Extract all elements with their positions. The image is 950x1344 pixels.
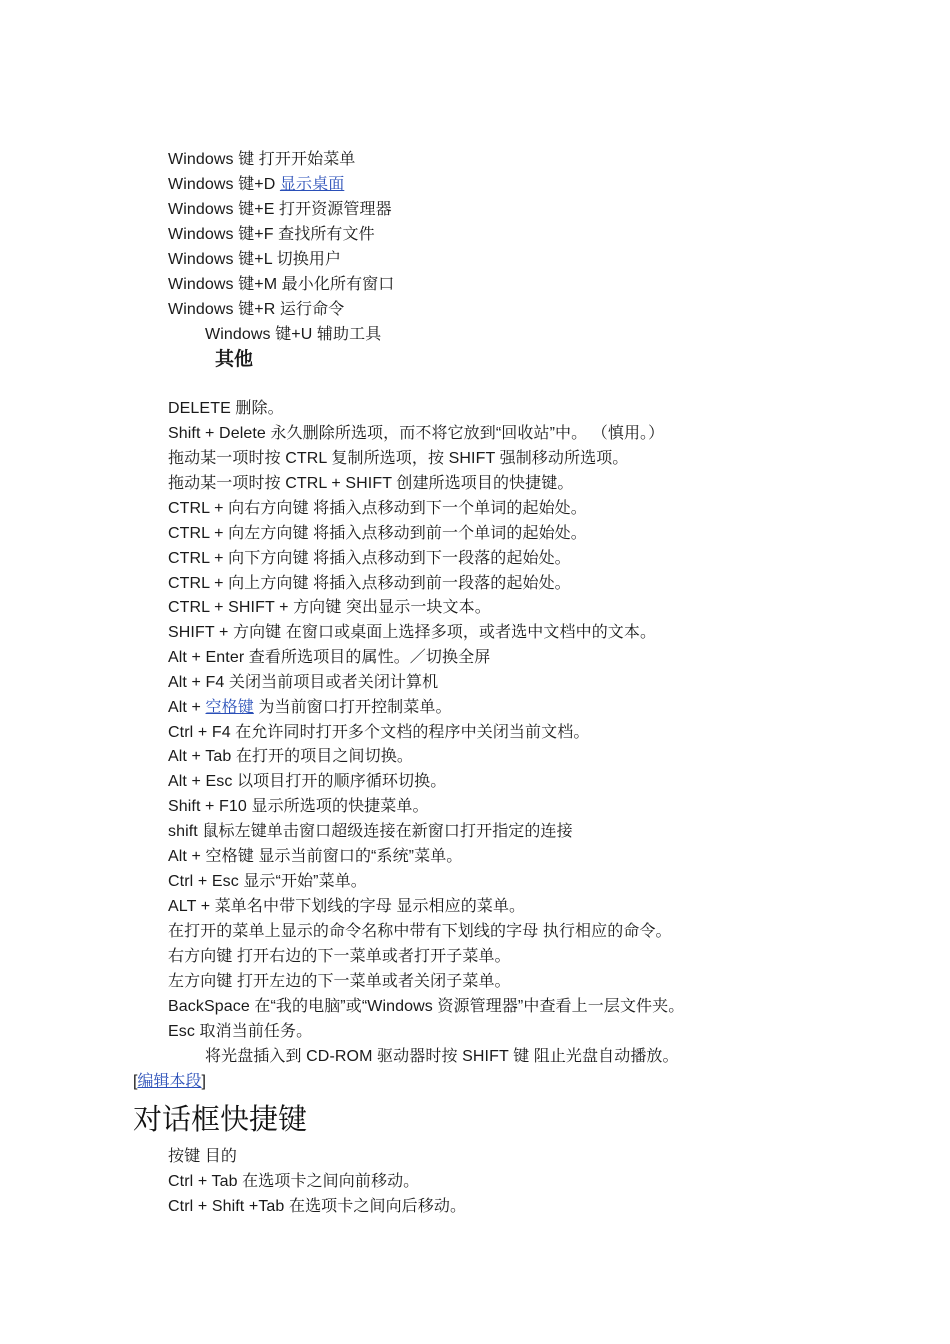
shortcut-line: shift 鼠标左键单击窗口超级连接在新窗口打开指定的连接	[168, 823, 573, 840]
other-heading: 其他	[215, 349, 254, 370]
shortcut-line: 左方向键 打开左边的下一菜单或者关闭子菜单。	[168, 973, 511, 990]
shortcut-key: Alt +	[168, 699, 206, 716]
shortcut-line: Windows 键+R 运行命令	[168, 301, 345, 318]
shortcut-line: DELETE 删除。	[168, 400, 284, 417]
shortcut-line: CTRL + SHIFT + 方向键 突出显示一块文本。	[168, 599, 491, 616]
shortcut-line: CTRL + 向下方向键 将插入点移动到下一段落的起始处。	[168, 550, 571, 567]
shortcut-line: 按键 目的	[168, 1148, 237, 1165]
shortcut-line: 拖动某一项时按 CTRL + SHIFT 创建所选项目的快捷键。	[168, 475, 574, 492]
section-title: 对话框快捷键	[133, 1104, 308, 1136]
shortcut-line: SHIFT + 方向键 在窗口或桌面上选择多项，或者选中文档中的文本。	[168, 624, 657, 641]
shortcut-key: Windows 键+D	[168, 176, 280, 193]
shortcut-line: CTRL + 向右方向键 将插入点移动到下一个单词的起始处。	[168, 500, 587, 517]
shortcut-line: Ctrl + Esc 显示“开始”菜单。	[168, 873, 367, 890]
shortcut-line: Shift + Delete 永久删除所选项，而不将它放到“回收站”中。 （慎用。）	[168, 425, 665, 442]
shortcut-line: Esc 取消当前任务。	[168, 1023, 313, 1040]
shortcut-line: Alt + Enter 查看所选项目的属性。／切换全屏	[168, 649, 491, 666]
shortcut-line: Alt + Tab 在打开的项目之间切换。	[168, 748, 413, 765]
shortcut-line: Shift + F10 显示所选项的快捷菜单。	[168, 798, 429, 815]
shortcut-line: Windows 键+F 查找所有文件	[168, 226, 375, 243]
shortcut-line: Windows 键 打开开始菜单	[168, 151, 356, 168]
edit-section-link[interactable]: 编辑本段	[137, 1073, 202, 1090]
shortcut-line: CTRL + 向上方向键 将插入点移动到前一段落的起始处。	[168, 575, 571, 592]
bracket-open: [	[133, 1073, 138, 1090]
shortcut-line: Alt + 空格键 显示当前窗口的“系统”菜单。	[168, 848, 463, 865]
shortcut-line	[168, 697, 452, 719]
shortcut-line: 在打开的菜单上显示的命令名称中带有下划线的字母 执行相应的命令。	[168, 923, 672, 940]
shortcut-line	[168, 174, 344, 196]
shortcut-description: 为当前窗口打开控制菜单。	[253, 699, 452, 716]
shortcut-line: Ctrl + Shift +Tab 在选项卡之间向后移动。	[168, 1198, 467, 1215]
bracket-close: ]	[201, 1073, 206, 1090]
shortcut-line: ALT + 菜单名中带下划线的字母 显示相应的菜单。	[168, 898, 526, 915]
shortcut-line: Alt + F4 关闭当前项目或者关闭计算机	[168, 674, 439, 691]
shortcut-line: Windows 键+L 切换用户	[168, 251, 342, 268]
shortcut-line: Alt + Esc 以项目打开的顺序循环切换。	[168, 773, 447, 790]
shortcut-line: Ctrl + F4 在允许同时打开多个文档的程序中关闭当前文档。	[168, 724, 590, 741]
shortcut-line: Windows 键+E 打开资源管理器	[168, 201, 392, 218]
shortcut-line: 将光盘插入到 CD-ROM 驱动器时按 SHIFT 键 阻止光盘自动播放。	[205, 1048, 679, 1065]
shortcut-line: Ctrl + Tab 在选项卡之间向前移动。	[168, 1173, 420, 1190]
space-key-link[interactable]: 空格键	[205, 699, 254, 716]
shortcut-line: 右方向键 打开右边的下一菜单或者打开子菜单。	[168, 948, 511, 965]
shortcut-line: Windows 键+M 最小化所有窗口	[168, 276, 395, 293]
show-desktop-link[interactable]: 显示桌面	[279, 176, 345, 193]
edit-section	[133, 1071, 206, 1093]
shortcut-line: BackSpace 在“我的电脑”或“Windows 资源管理器”中查看上一层文件夹。	[168, 998, 685, 1015]
shortcut-line: Windows 键+U 辅助工具	[205, 326, 382, 343]
shortcut-line: 拖动某一项时按 CTRL 复制所选项，按 SHIFT 强制移动所选项。	[168, 450, 629, 467]
shortcut-line: CTRL + 向左方向键 将插入点移动到前一个单词的起始处。	[168, 525, 587, 542]
